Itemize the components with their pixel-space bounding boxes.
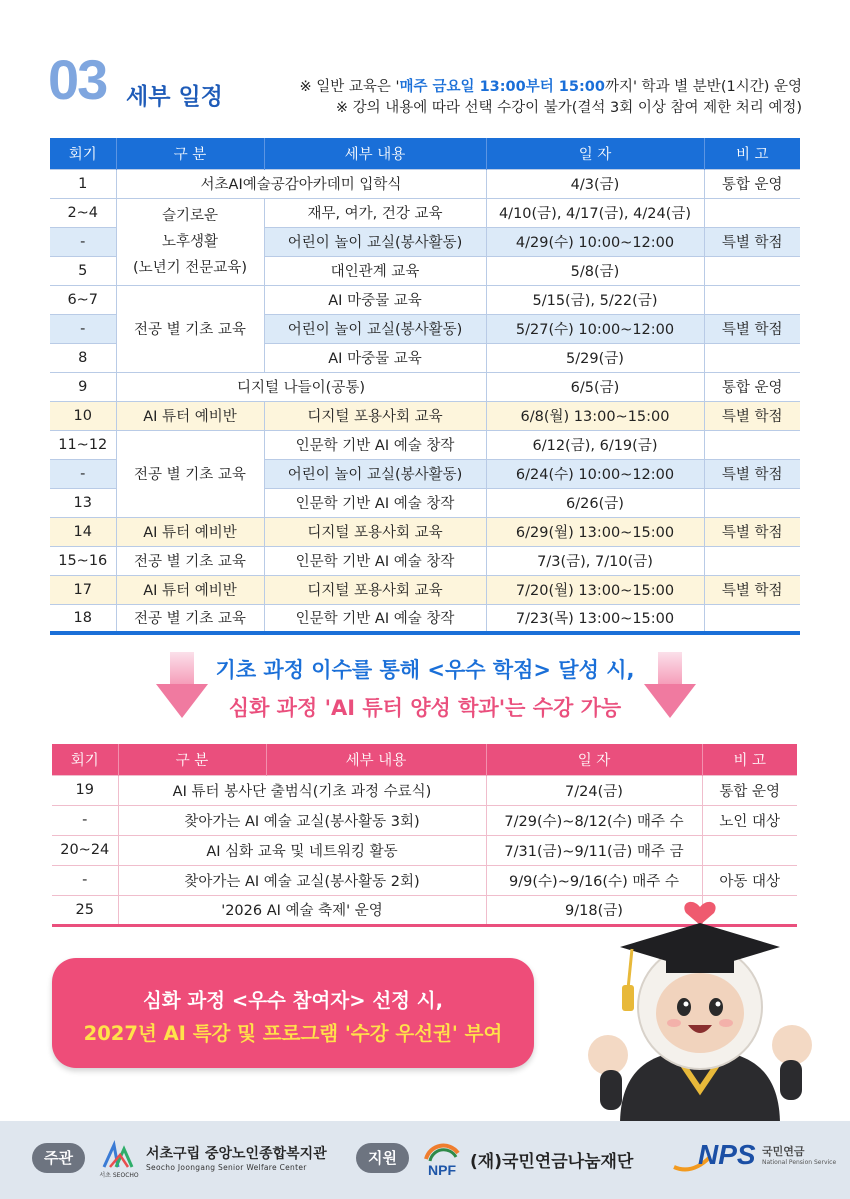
banner-line-2: 2027년 AI 특강 및 프로그램 '수강 우선권' 부여 <box>83 1022 503 1045</box>
cell-content: AI 심화 교육 및 네트워킹 활동 <box>118 835 486 865</box>
note-2: ※ 강의 내용에 따라 선택 수강이 불가(결석 3회 이상 참여 제한 처리 예정) <box>335 100 802 116</box>
cell-session: 1 <box>50 169 116 198</box>
cell-detail: 디지털 포용사회 교육 <box>264 401 486 430</box>
cell-detail: 인문학 기반 AI 예술 창작 <box>264 546 486 575</box>
cell-category: 서초AI예술공감아카데미 입학식 <box>116 169 486 198</box>
cell-date: 7/20(월) 13:00~15:00 <box>486 575 704 604</box>
table-row <box>52 805 797 835</box>
cell-session: 13 <box>50 488 116 517</box>
cell-session: 20~24 <box>52 835 118 865</box>
cell-note <box>704 604 800 633</box>
cell-category: 전공 별 기초 교육 <box>116 285 264 372</box>
header-detail: 세부 내용 <box>264 138 486 169</box>
cell-date: 6/29(월) 13:00~15:00 <box>486 517 704 546</box>
cell-note <box>704 256 800 285</box>
cell-note <box>704 343 800 372</box>
cell-date: 4/10(금), 4/17(금), 4/24(금) <box>486 198 704 227</box>
cell-session: - <box>52 865 118 895</box>
cell-content: 찾아가는 AI 예술 교실(봉사활동 3회) <box>118 805 486 835</box>
header-session: 회기 <box>52 744 118 775</box>
cell-note: 특별 학점 <box>704 314 800 343</box>
banner-line-1: 심화 과정 <우수 참여자> 선정 시, <box>142 989 444 1012</box>
cell-date: 4/29(수) 10:00~12:00 <box>486 227 704 256</box>
cell-session: 5 <box>50 256 116 285</box>
cell-date: 6/24(수) 10:00~12:00 <box>486 459 704 488</box>
nps-org-name: 국민연금 <box>762 1145 805 1158</box>
cell-note: 특별 학점 <box>704 575 800 604</box>
nps-logo-text: NPS <box>698 1139 756 1170</box>
cell-detail: 재무, 여가, 건강 교육 <box>264 198 486 227</box>
cell-date: 9/18(금) <box>486 895 702 925</box>
cell-category: 전공 별 기초 교육 <box>116 604 264 633</box>
cell-date: 7/23(목) 13:00~15:00 <box>486 604 704 633</box>
cell-date: 9/9(수)~9/16(수) 매주 수 <box>486 865 702 895</box>
table-row <box>52 835 797 865</box>
header-category: 구 분 <box>118 744 266 775</box>
cell-session: - <box>50 314 116 343</box>
cell-detail: 어린이 놀이 교실(봉사활동) <box>264 227 486 256</box>
cell-session: 6~7 <box>50 285 116 314</box>
cell-detail: 대인관계 교육 <box>264 256 486 285</box>
cell-date: 7/24(금) <box>486 775 702 805</box>
cell-date: 6/12(금), 6/19(금) <box>486 430 704 459</box>
footer <box>0 1121 850 1199</box>
seocho-logo-text: 서초 SEOCHO <box>99 1172 139 1179</box>
basic-schedule-table <box>50 138 800 635</box>
cell-date: 5/15(금), 5/22(금) <box>486 285 704 314</box>
cell-session: 10 <box>50 401 116 430</box>
advance-course-text: 심화 과정 'AI 튜터 양성 학과'는 수강 가능 <box>228 696 622 720</box>
cell-note: 특별 학점 <box>704 517 800 546</box>
cell-session: - <box>50 459 116 488</box>
note-1-suffix: 까지' 학과 별 분반(1시간) 운영 <box>604 79 802 95</box>
cell-date: 7/29(수)~8/12(수) 매주 수 <box>486 805 702 835</box>
cell-detail: AI 마중물 교육 <box>264 285 486 314</box>
cell-date: 6/8(월) 13:00~15:00 <box>486 401 704 430</box>
header-session: 회기 <box>50 138 116 169</box>
cell-content: 찾아가는 AI 예술 교실(봉사활동 2회) <box>118 865 486 895</box>
cell-detail: AI 마중물 교육 <box>264 343 486 372</box>
seocho-logo-icon <box>98 1137 140 1179</box>
note-1-prefix: ※ 일반 교육은 ' <box>299 79 400 95</box>
cell-note: 통합 운영 <box>704 372 800 401</box>
npf-logo-icon <box>418 1135 466 1183</box>
host-org-name: 서초구립 중앙노인종합복지관 <box>146 1146 327 1162</box>
advance-condition-text: 기초 과정 이수를 통해 <우수 학점> 달성 시, <box>215 658 635 682</box>
cell-session: 9 <box>50 372 116 401</box>
cell-note: 특별 학점 <box>704 459 800 488</box>
cell-session: 14 <box>50 517 116 546</box>
cell-note: 통합 운영 <box>704 169 800 198</box>
cell-note: 노인 대상 <box>702 805 797 835</box>
cell-detail: 어린이 놀이 교실(봉사활동) <box>264 314 486 343</box>
cell-content: '2026 AI 예술 축제' 운영 <box>118 895 486 925</box>
table-row <box>50 372 800 401</box>
cell-category: 디지털 나들이(공통) <box>116 372 486 401</box>
cell-session: - <box>50 227 116 256</box>
cell-date: 7/3(금), 7/10(금) <box>486 546 704 575</box>
cell-note <box>704 546 800 575</box>
priority-banner <box>52 958 534 1068</box>
header-date: 일 자 <box>486 138 704 169</box>
cell-date: 6/5(금) <box>486 372 704 401</box>
cell-note <box>702 835 797 865</box>
cell-date: 5/8(금) <box>486 256 704 285</box>
table-header-row <box>52 744 797 775</box>
host-org-name-en: Seocho Joongang Senior Welfare Center <box>146 1163 307 1172</box>
graduate-mascot-illustration <box>580 885 820 1125</box>
cell-note: 특별 학점 <box>704 227 800 256</box>
table-row <box>50 575 800 604</box>
table-row <box>50 546 800 575</box>
cell-detail: 인문학 기반 AI 예술 창작 <box>264 604 486 633</box>
cell-date: 4/3(금) <box>486 169 704 198</box>
cell-note: 통합 운영 <box>702 775 797 805</box>
cell-content: AI 튜터 봉사단 출범식(기초 과정 수료식) <box>118 775 486 805</box>
cell-date: 5/27(수) 10:00~12:00 <box>486 314 704 343</box>
cell-session: 25 <box>52 895 118 925</box>
table-row <box>50 517 800 546</box>
cell-session: 2~4 <box>50 198 116 227</box>
table-row <box>50 285 800 314</box>
cell-date: 5/29(금) <box>486 343 704 372</box>
host-label-badge: 주관 <box>32 1143 85 1173</box>
table-row <box>50 604 800 633</box>
header-date: 일 자 <box>486 744 702 775</box>
support-org-name: (재)국민연금나눔재단 <box>470 1152 634 1172</box>
cell-session: 19 <box>52 775 118 805</box>
header-category: 구 분 <box>116 138 264 169</box>
section-title: 세부 일정 <box>126 84 223 110</box>
cell-session: 11~12 <box>50 430 116 459</box>
cell-note: 아동 대상 <box>702 865 797 895</box>
cell-session: 15~16 <box>50 546 116 575</box>
cell-note: 특별 학점 <box>704 401 800 430</box>
cell-category: 전공 별 기초 교육 <box>116 546 264 575</box>
schedule-notes <box>299 77 802 119</box>
cell-date: 6/26(금) <box>486 488 704 517</box>
cell-detail: 디지털 포용사회 교육 <box>264 517 486 546</box>
table-row <box>50 169 800 198</box>
cell-category: AI 튜터 예비반 <box>116 401 264 430</box>
cell-note <box>704 488 800 517</box>
cell-detail: 인문학 기반 AI 예술 창작 <box>264 430 486 459</box>
cell-category: AI 튜터 예비반 <box>116 575 264 604</box>
cell-session: 18 <box>50 604 116 633</box>
table-header-row <box>50 138 800 169</box>
cell-detail: 인문학 기반 AI 예술 창작 <box>264 488 486 517</box>
header-detail: 세부 내용 <box>266 744 486 775</box>
table-row <box>50 401 800 430</box>
note-1 <box>299 77 802 98</box>
cell-session: 17 <box>50 575 116 604</box>
cell-category: AI 튜터 예비반 <box>116 517 264 546</box>
cell-detail: 디지털 포용사회 교육 <box>264 575 486 604</box>
cell-category: 전공 별 기초 교육 <box>116 430 264 517</box>
header-note: 비 고 <box>704 138 800 169</box>
cell-note <box>704 198 800 227</box>
nps-org-name-en: National Pension Service <box>762 1159 837 1166</box>
cell-category: 슬기로운 노후생활 (노년기 전문교육) <box>116 198 264 285</box>
header-note: 비 고 <box>702 744 797 775</box>
cell-date: 7/31(금)~9/11(금) 매주 금 <box>486 835 702 865</box>
table-row <box>50 430 800 459</box>
cell-session: 8 <box>50 343 116 372</box>
cell-detail: 어린이 놀이 교실(봉사활동) <box>264 459 486 488</box>
table-row <box>50 198 800 227</box>
table-row <box>52 775 797 805</box>
support-label-badge: 지원 <box>356 1143 409 1173</box>
cell-session: - <box>52 805 118 835</box>
section-number: 03 <box>48 48 107 111</box>
npf-logo-text: NPF <box>428 1162 456 1178</box>
note-1-highlight: 매주 금요일 13:00부터 15:00 <box>399 79 605 95</box>
cell-note <box>704 285 800 314</box>
cell-note <box>704 430 800 459</box>
